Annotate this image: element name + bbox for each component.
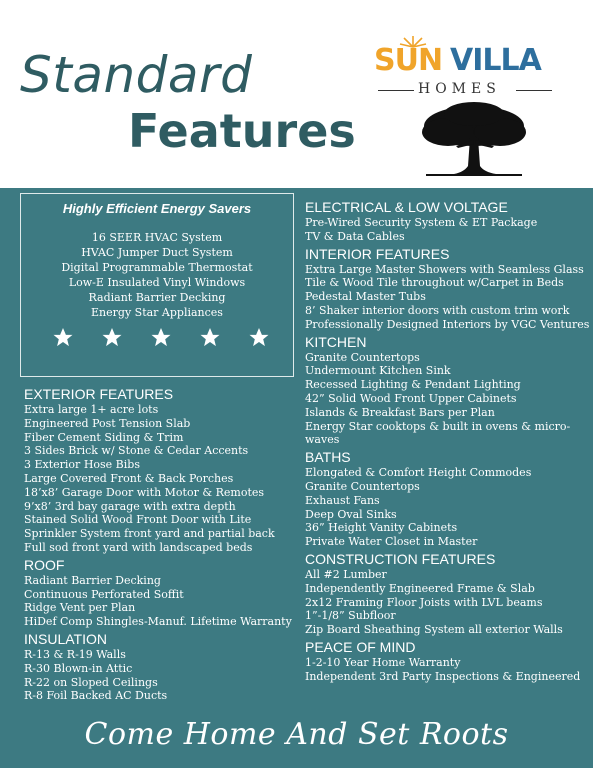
list-item: Continuous Perforated Soffit [24, 587, 184, 601]
section-heading-electrical: ELECTRICAL & LOW VOLTAGE [305, 199, 508, 215]
list-item: Recessed Lighting & Pendant Lighting [305, 378, 521, 392]
list-item: 3 Sides Brick w/ Stone & Cedar Accents [24, 444, 249, 458]
section-heading-baths: BATHS [305, 449, 351, 466]
logo-villa-text: VILLA [450, 43, 541, 78]
list-item: Granite Countertops [305, 350, 420, 364]
list-item: Low-E Insulated Vinyl Windows [68, 276, 246, 289]
list-item: 3 Exterior Hose Bibs [24, 458, 140, 472]
list-item: R-13 & R-19 Walls [24, 647, 126, 661]
list-item: 1-2-10 Year Home Warranty [305, 655, 461, 669]
list-item: 8’ Shaker interior doors with custom trim work [305, 303, 570, 317]
energy-savers-title: Highly Efficient Energy Savers [62, 201, 252, 216]
sunvilla-homes-logo [368, 38, 558, 98]
list-item: Large Covered Front & Back Porches [24, 471, 234, 485]
list-item: Energy Star Appliances [91, 306, 223, 319]
list-item: TV & Data Cables [305, 229, 405, 243]
list-item: 42” Solid Wood Front Upper Cabinets [305, 391, 517, 405]
list-item: All #2 Lumber [305, 567, 387, 581]
list-item: Full sod front yard with landscaped beds [24, 540, 253, 554]
energy-savers-box [20, 193, 294, 377]
list-item: Islands & Breakfast Bars per Plan [305, 405, 495, 419]
top-band [0, 0, 593, 33]
list-item: R-22 on Sloped Ceilings [24, 675, 158, 689]
list-item: 16 SEER HVAC System [91, 231, 223, 244]
page-title-standard: Standard [20, 46, 253, 104]
list-item: Exhaust Fans [305, 493, 380, 507]
list-item: Pedestal Master Tubs [305, 290, 426, 304]
energy-savers-list [21, 230, 293, 320]
section-heading-insulation: INSULATION [24, 630, 107, 647]
list-item: Undermount Kitchen Sink [305, 364, 451, 378]
section-heading-exterior: EXTERIOR FEATURES [24, 386, 174, 402]
list-item: Radiant Barrier Decking [88, 291, 226, 304]
list-item: Digital Programmable Thermostat [61, 261, 253, 274]
page-title-features: Features [128, 104, 356, 158]
logo-divider-left [378, 90, 414, 91]
list-item: Deep Oval Sinks [305, 507, 397, 521]
list-item: R-8 Foil Backed AC Ducts [24, 689, 168, 703]
list-item: Independently Engineered Frame & Slab [305, 581, 535, 595]
tagline: Come Home And Set Roots [84, 717, 509, 752]
list-item: Ridge Vent per Plan [24, 601, 136, 615]
star-icon [103, 328, 122, 346]
list-item: 1”-1/8” Subfloor [305, 609, 396, 623]
list-item: 36” Height Vanity Cabinets [305, 521, 458, 535]
star-rating [51, 326, 271, 350]
list-item: Independent 3rd Party Inspections & Engineered [305, 669, 581, 683]
list-item: Tile & Wood Tile throughout w/Carpet in Beds [305, 276, 564, 290]
list-item: HiDef Comp Shingles-Manuf. Lifetime Warranty [24, 615, 292, 629]
list-item: Granite Countertops [305, 479, 420, 493]
list-item: Professionally Designed Interiors by VGC Ventures [305, 317, 590, 331]
list-item: Zip Board Sheathing System all exterior Walls [305, 623, 563, 637]
right-feature-column [305, 197, 590, 684]
list-item: Radiant Barrier Decking [24, 573, 161, 587]
logo-homes-text: HOMES [418, 81, 501, 97]
list-item: Fiber Cement Siding & Trim [24, 430, 184, 444]
section-heading-construction: CONSTRUCTION FEATURES [305, 550, 496, 567]
logo-sun-text: SUN [374, 43, 443, 78]
star-icon [250, 328, 269, 346]
star-icon [152, 328, 171, 346]
list-item: 18’x8’ Garage Door with Motor & Remotes [24, 485, 265, 499]
list-item: Sprinkler System front yard and partial back [24, 527, 275, 541]
list-item: 9’x8’ 3rd bay garage with extra depth [24, 499, 236, 513]
left-feature-column [24, 384, 294, 703]
list-item: Pre-Wired Security System & ET Package [305, 216, 538, 229]
logo-divider-right [516, 90, 552, 91]
list-item: Extra large 1+ acre lots [24, 403, 159, 416]
list-item: Energy Star cooktops & built in ovens & micro-waves [305, 419, 571, 447]
features-panel [0, 188, 593, 768]
list-item: HVAC Jumper Duct System [81, 246, 233, 259]
list-item: Extra Large Master Showers with Seamless Glass [305, 262, 584, 276]
section-heading-roof: ROOF [24, 556, 65, 573]
list-item: Engineered Post Tension Slab [24, 416, 191, 430]
star-icon [54, 328, 73, 346]
list-item: Stained Solid Wood Front Door with Lite [24, 513, 252, 527]
list-item: R-30 Blown-in Attic [24, 661, 133, 675]
list-item: 2x12 Framing Floor Joists with LVL beams [305, 595, 543, 609]
section-heading-interior: INTERIOR FEATURES [305, 245, 450, 262]
section-heading-peace-of-mind: PEACE OF MIND [305, 638, 416, 655]
list-item: Private Water Closet in Master [305, 535, 478, 549]
list-item: Elongated & Comfort Height Commodes [305, 466, 532, 480]
star-icon [201, 328, 220, 346]
oak-tree-icon [418, 100, 530, 182]
section-heading-kitchen: KITCHEN [305, 333, 367, 350]
